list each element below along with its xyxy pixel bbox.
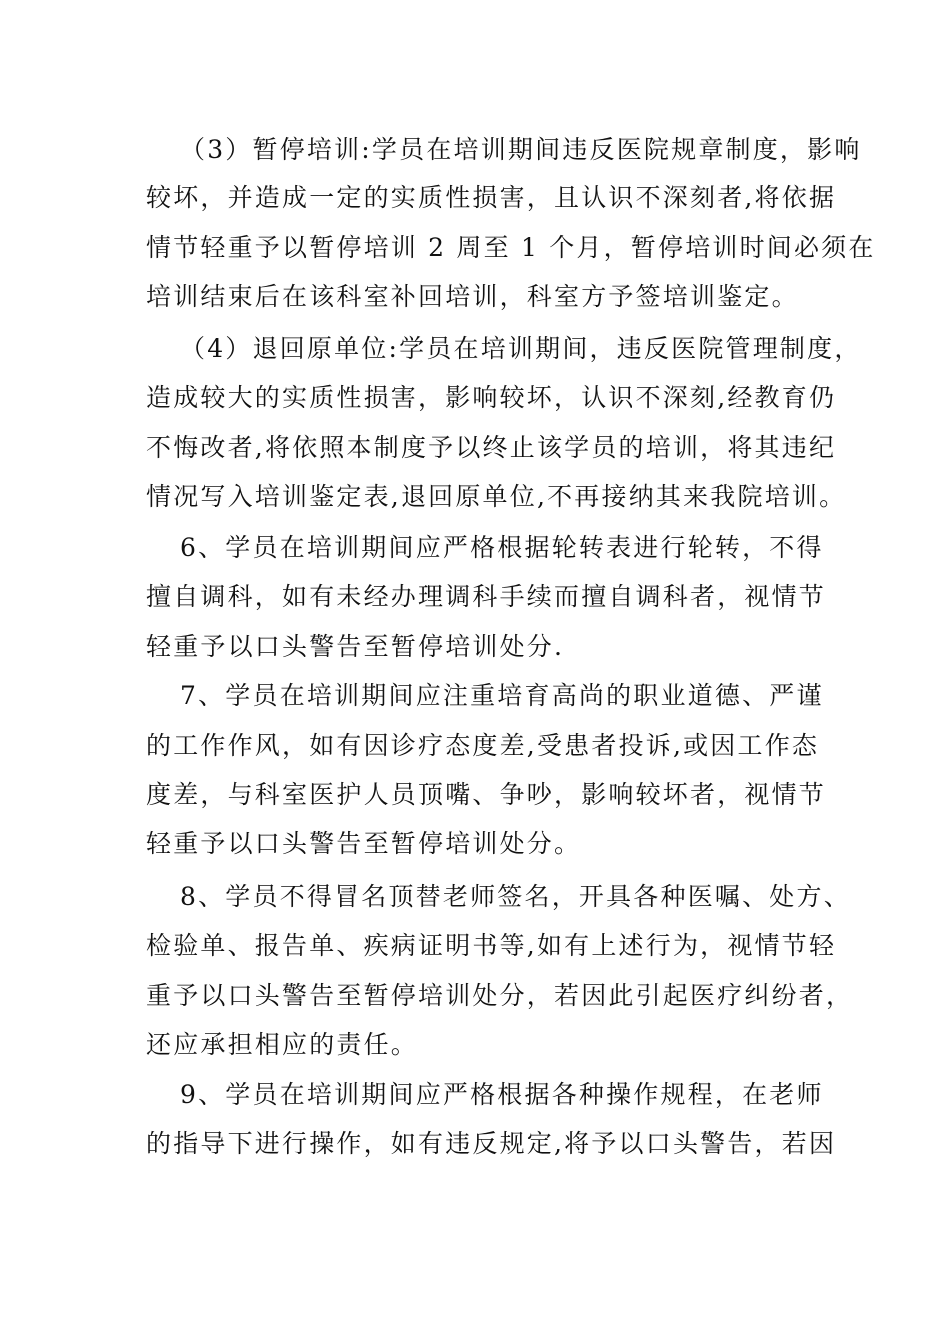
text-line: 情况写入培训鉴定表,退回原单位,不再接纳其来我院培训。 [146, 482, 847, 511]
text-line: 擅自调科，如有未经办理调科手续而擅自调科者，视情节 [146, 582, 827, 611]
text-line: （3）暂停培训:学员在培训期间违反医院规章制度，影响 [180, 135, 862, 164]
text-line: 情节轻重予以暂停培训 2 周至 1 个月，暂停培训时间必须在 [146, 233, 876, 262]
text-line: 的指导下进行操作，如有违反规定,将予以口头警告，若因 [146, 1129, 837, 1158]
text-line: 轻重予以口头警告至暂停培训处分. [146, 632, 565, 661]
text-line: 培训结束后在该科室补回培训，科室方予签培训鉴定。 [146, 282, 799, 311]
text-line: 6、学员在培训期间应严格根据轮转表进行轮转，不得 [180, 533, 824, 562]
text-line: 度差，与科室医护人员顶嘴、争吵，影响较坏者，视情节 [146, 780, 827, 809]
text-line: 造成较大的实质性损害，影响较坏，认识不深刻,经教育仍 [146, 383, 837, 412]
text-line: 9、学员在培训期间应严格根据各种操作规程，在老师 [180, 1080, 824, 1109]
text-line: 8、学员不得冒名顶替老师签名，开具各种医嘱、处方、 [180, 882, 851, 911]
text-line: 较坏，并造成一定的实质性损害，且认识不深刻者,将依据 [146, 183, 837, 212]
text-line: 重予以口头警告至暂停培训处分，若因此引起医疗纠纷者， [146, 981, 854, 1010]
text-line: 检验单、报告单、疾病证明书等,如有上述行为，视情节轻 [146, 931, 837, 960]
text-line: 7、学员在培训期间应注重培育高尚的职业道德、严谨 [180, 681, 824, 710]
text-line: （4）退回原单位:学员在培训期间，违反医院管理制度， [180, 334, 862, 363]
text-line: 的工作作风，如有因诊疗态度差,受患者投诉,或因工作态 [146, 731, 820, 760]
text-line: 还应承担相应的责任。 [146, 1030, 419, 1059]
text-line: 轻重予以口头警告至暂停培训处分。 [146, 829, 582, 858]
text-line: 不悔改者,将依照本制度予以终止该学员的培训，将其违纪 [146, 433, 837, 462]
